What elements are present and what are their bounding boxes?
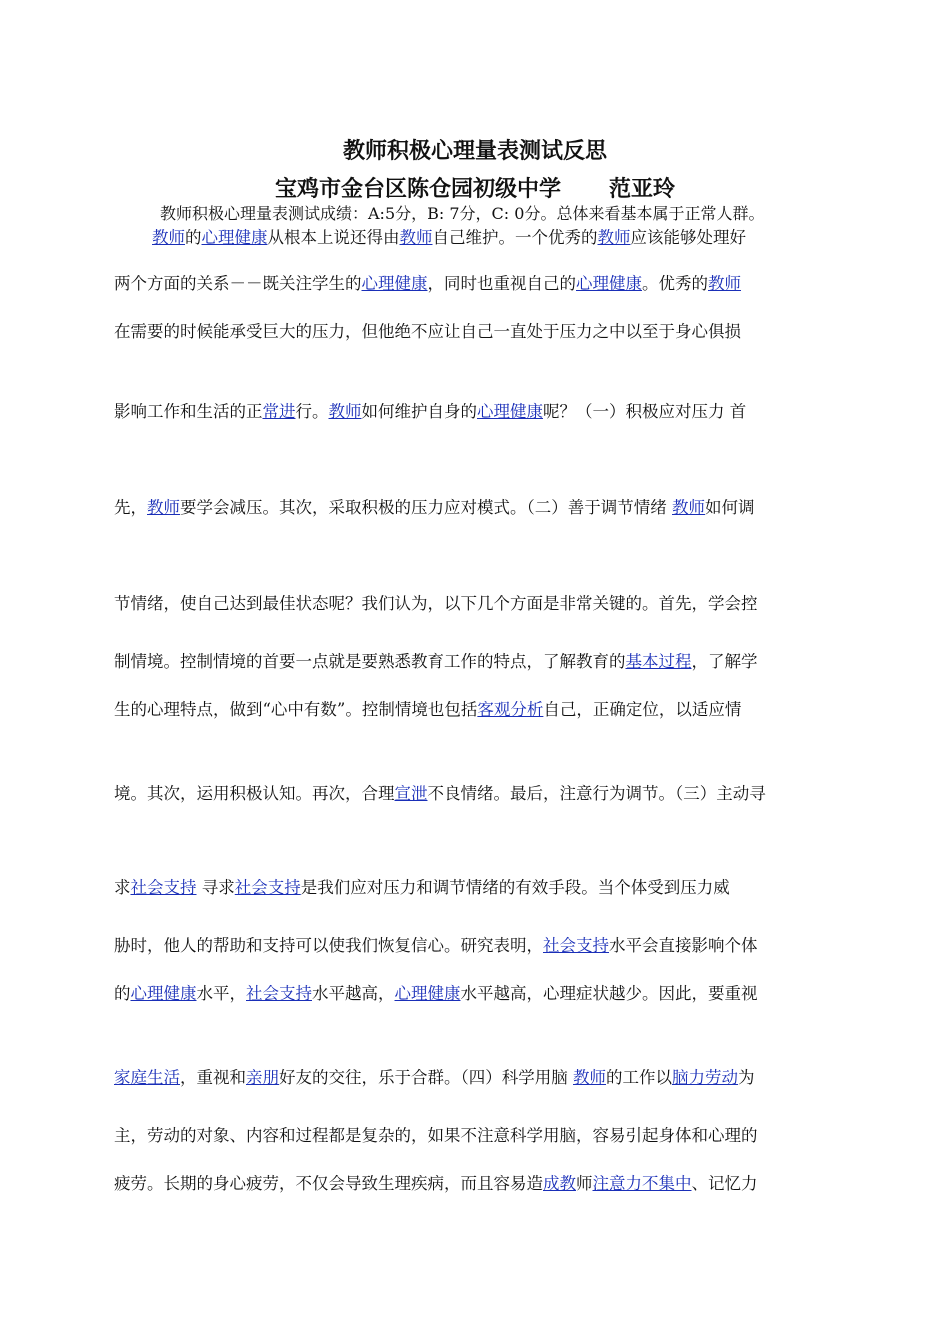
text-segment: 境。其次，运用积极认知。再次，合理 [114, 784, 395, 803]
hyperlink[interactable]: 教师 [573, 1068, 606, 1087]
text-line [160, 202, 860, 226]
hyperlink[interactable]: 教师 [708, 274, 741, 293]
text-segment: 不良情绪。最后，注意行为调节。（三）主动寻 [427, 784, 766, 803]
text-segment: 水平， [196, 984, 246, 1003]
text-segment: 水平越高，心理症状越少。因此，要重视 [460, 984, 758, 1003]
text-line [114, 272, 840, 296]
text-line [114, 698, 840, 722]
text-segment: 为 [738, 1068, 755, 1087]
text-segment: 求 [114, 878, 131, 897]
hyperlink[interactable]: 心理健康 [576, 274, 642, 293]
hyperlink[interactable]: 教师 [328, 402, 362, 421]
hyperlink[interactable]: 教师 [597, 228, 631, 247]
text-line [114, 1124, 840, 1148]
text-segment: 生的心理特点，做到“心中有数”。控制情境也包括 [114, 700, 478, 719]
author-name: 范亚玲 [609, 176, 676, 202]
text-segment: 如何调 [705, 498, 755, 517]
text-segment: 行。 [295, 402, 329, 421]
hyperlink[interactable]: 教师 [399, 228, 433, 247]
text-line [114, 1172, 840, 1196]
document-subtitle [0, 172, 950, 203]
hyperlink[interactable]: 心理健康 [361, 274, 428, 293]
text-line [114, 496, 840, 520]
text-segment: 应该能够处理好 [630, 228, 746, 247]
text-segment: ，重视和 [180, 1068, 246, 1087]
hyperlink[interactable]: 社会支持 [130, 878, 197, 897]
hyperlink[interactable]: 社会支持 [246, 984, 312, 1003]
text-segment: 节情绪，使自己达到最佳状态呢？我们认为，以下几个方面是非常关键的。首先，学会控 [114, 594, 758, 613]
text-line [152, 226, 878, 250]
document-title: 教师积极心理量表测试反思 [342, 138, 607, 164]
text-segment: 的工作以 [606, 1068, 672, 1087]
hyperlink[interactable]: 基本过程 [625, 652, 692, 671]
hyperlink[interactable]: 心理健康 [394, 984, 461, 1003]
hyperlink[interactable]: 成教 [543, 1174, 576, 1193]
text-segment: 。优秀的 [642, 274, 708, 293]
text-segment: 制情境。控制情境的首要一点就是要熟悉教育工作的特点，了解教育的 [114, 652, 626, 671]
hyperlink[interactable]: 注意力不集中 [592, 1174, 692, 1193]
text-line [114, 320, 840, 344]
text-segment: 主，劳动的对象、内容和过程都是复杂的，如果不注意科学用脑，容易引起身体和心理的 [114, 1126, 758, 1145]
text-line [114, 650, 840, 674]
text-segment: 先， [114, 498, 147, 517]
text-line [114, 592, 840, 616]
text-segment: 在需要的时候能承受巨大的压力，但他绝不应让自己一直处于压力之中以至于身心俱损 [114, 322, 741, 341]
text-segment: 自己，正确定位，以适应情 [543, 700, 742, 719]
hyperlink[interactable]: 社会支持 [234, 878, 301, 897]
text-segment: 、记忆力 [691, 1174, 758, 1193]
text-segment: 胁时，他人的帮助和支持可以使我们恢复信心。研究表明， [114, 936, 543, 955]
hyperlink[interactable]: 亲朋 [246, 1068, 279, 1087]
hyperlink[interactable]: 教师 [147, 498, 180, 517]
text-segment: 寻求 [196, 878, 235, 897]
text-segment: 教师积极心理量表测试成绩：A:5分，B: 7分，C: 0分。总体来看基本属于正常人群。 [160, 204, 765, 223]
text-line [114, 982, 840, 1006]
hyperlink[interactable]: 教师 [152, 228, 185, 247]
hyperlink[interactable]: 家庭生活 [114, 1068, 180, 1087]
text-segment: ，了解学 [691, 652, 758, 671]
hyperlink[interactable]: 心理健康 [201, 228, 268, 247]
text-segment: 好友的交往，乐于合群。（四）科学用脑 [279, 1068, 573, 1087]
hyperlink[interactable]: 心理健康 [477, 402, 543, 421]
hyperlink[interactable]: 常进 [262, 402, 296, 421]
text-line [114, 782, 840, 806]
text-segment: 的 [114, 984, 131, 1003]
hyperlink[interactable]: 心理健康 [130, 984, 197, 1003]
text-segment: 是我们应对压力和调节情绪的有效手段。当个体受到压力威 [300, 878, 730, 897]
text-segment: 要学会减压。其次，采取积极的压力应对模式。（二）善于调节情绪 [180, 498, 672, 517]
school-name: 宝鸡市金台区陈仓园初级中学 [274, 176, 561, 202]
hyperlink[interactable]: 社会支持 [543, 936, 609, 955]
text-segment: 自己维护。一个优秀的 [432, 228, 598, 247]
hyperlink[interactable]: 脑力劳动 [672, 1068, 738, 1087]
text-segment: 的 [185, 228, 202, 247]
text-segment: ，同时也重视自己的 [427, 274, 576, 293]
text-segment: 疲劳。长期的身心疲劳，不仅会导致生理疾病，而且容易造 [114, 1174, 543, 1193]
text-segment: 两个方面的关系－－既关注学生的 [114, 274, 362, 293]
text-segment: 如何维护自身的 [361, 402, 477, 421]
text-line [114, 876, 840, 900]
text-segment: 影响工作和生活的正 [114, 402, 263, 421]
text-line [114, 934, 840, 958]
text-segment: 师 [576, 1174, 593, 1193]
hyperlink[interactable]: 教师 [672, 498, 705, 517]
text-segment: 水平越高， [312, 984, 395, 1003]
text-segment: 呢？（一）积极应对压力 首 [543, 402, 747, 421]
hyperlink[interactable]: 客观分析 [477, 700, 544, 719]
text-segment: 从根本上说还得由 [267, 228, 400, 247]
text-segment: 水平会直接影响个体 [609, 936, 758, 955]
text-line [114, 1066, 840, 1090]
text-line [114, 400, 840, 424]
hyperlink[interactable]: 宣泄 [394, 784, 428, 803]
